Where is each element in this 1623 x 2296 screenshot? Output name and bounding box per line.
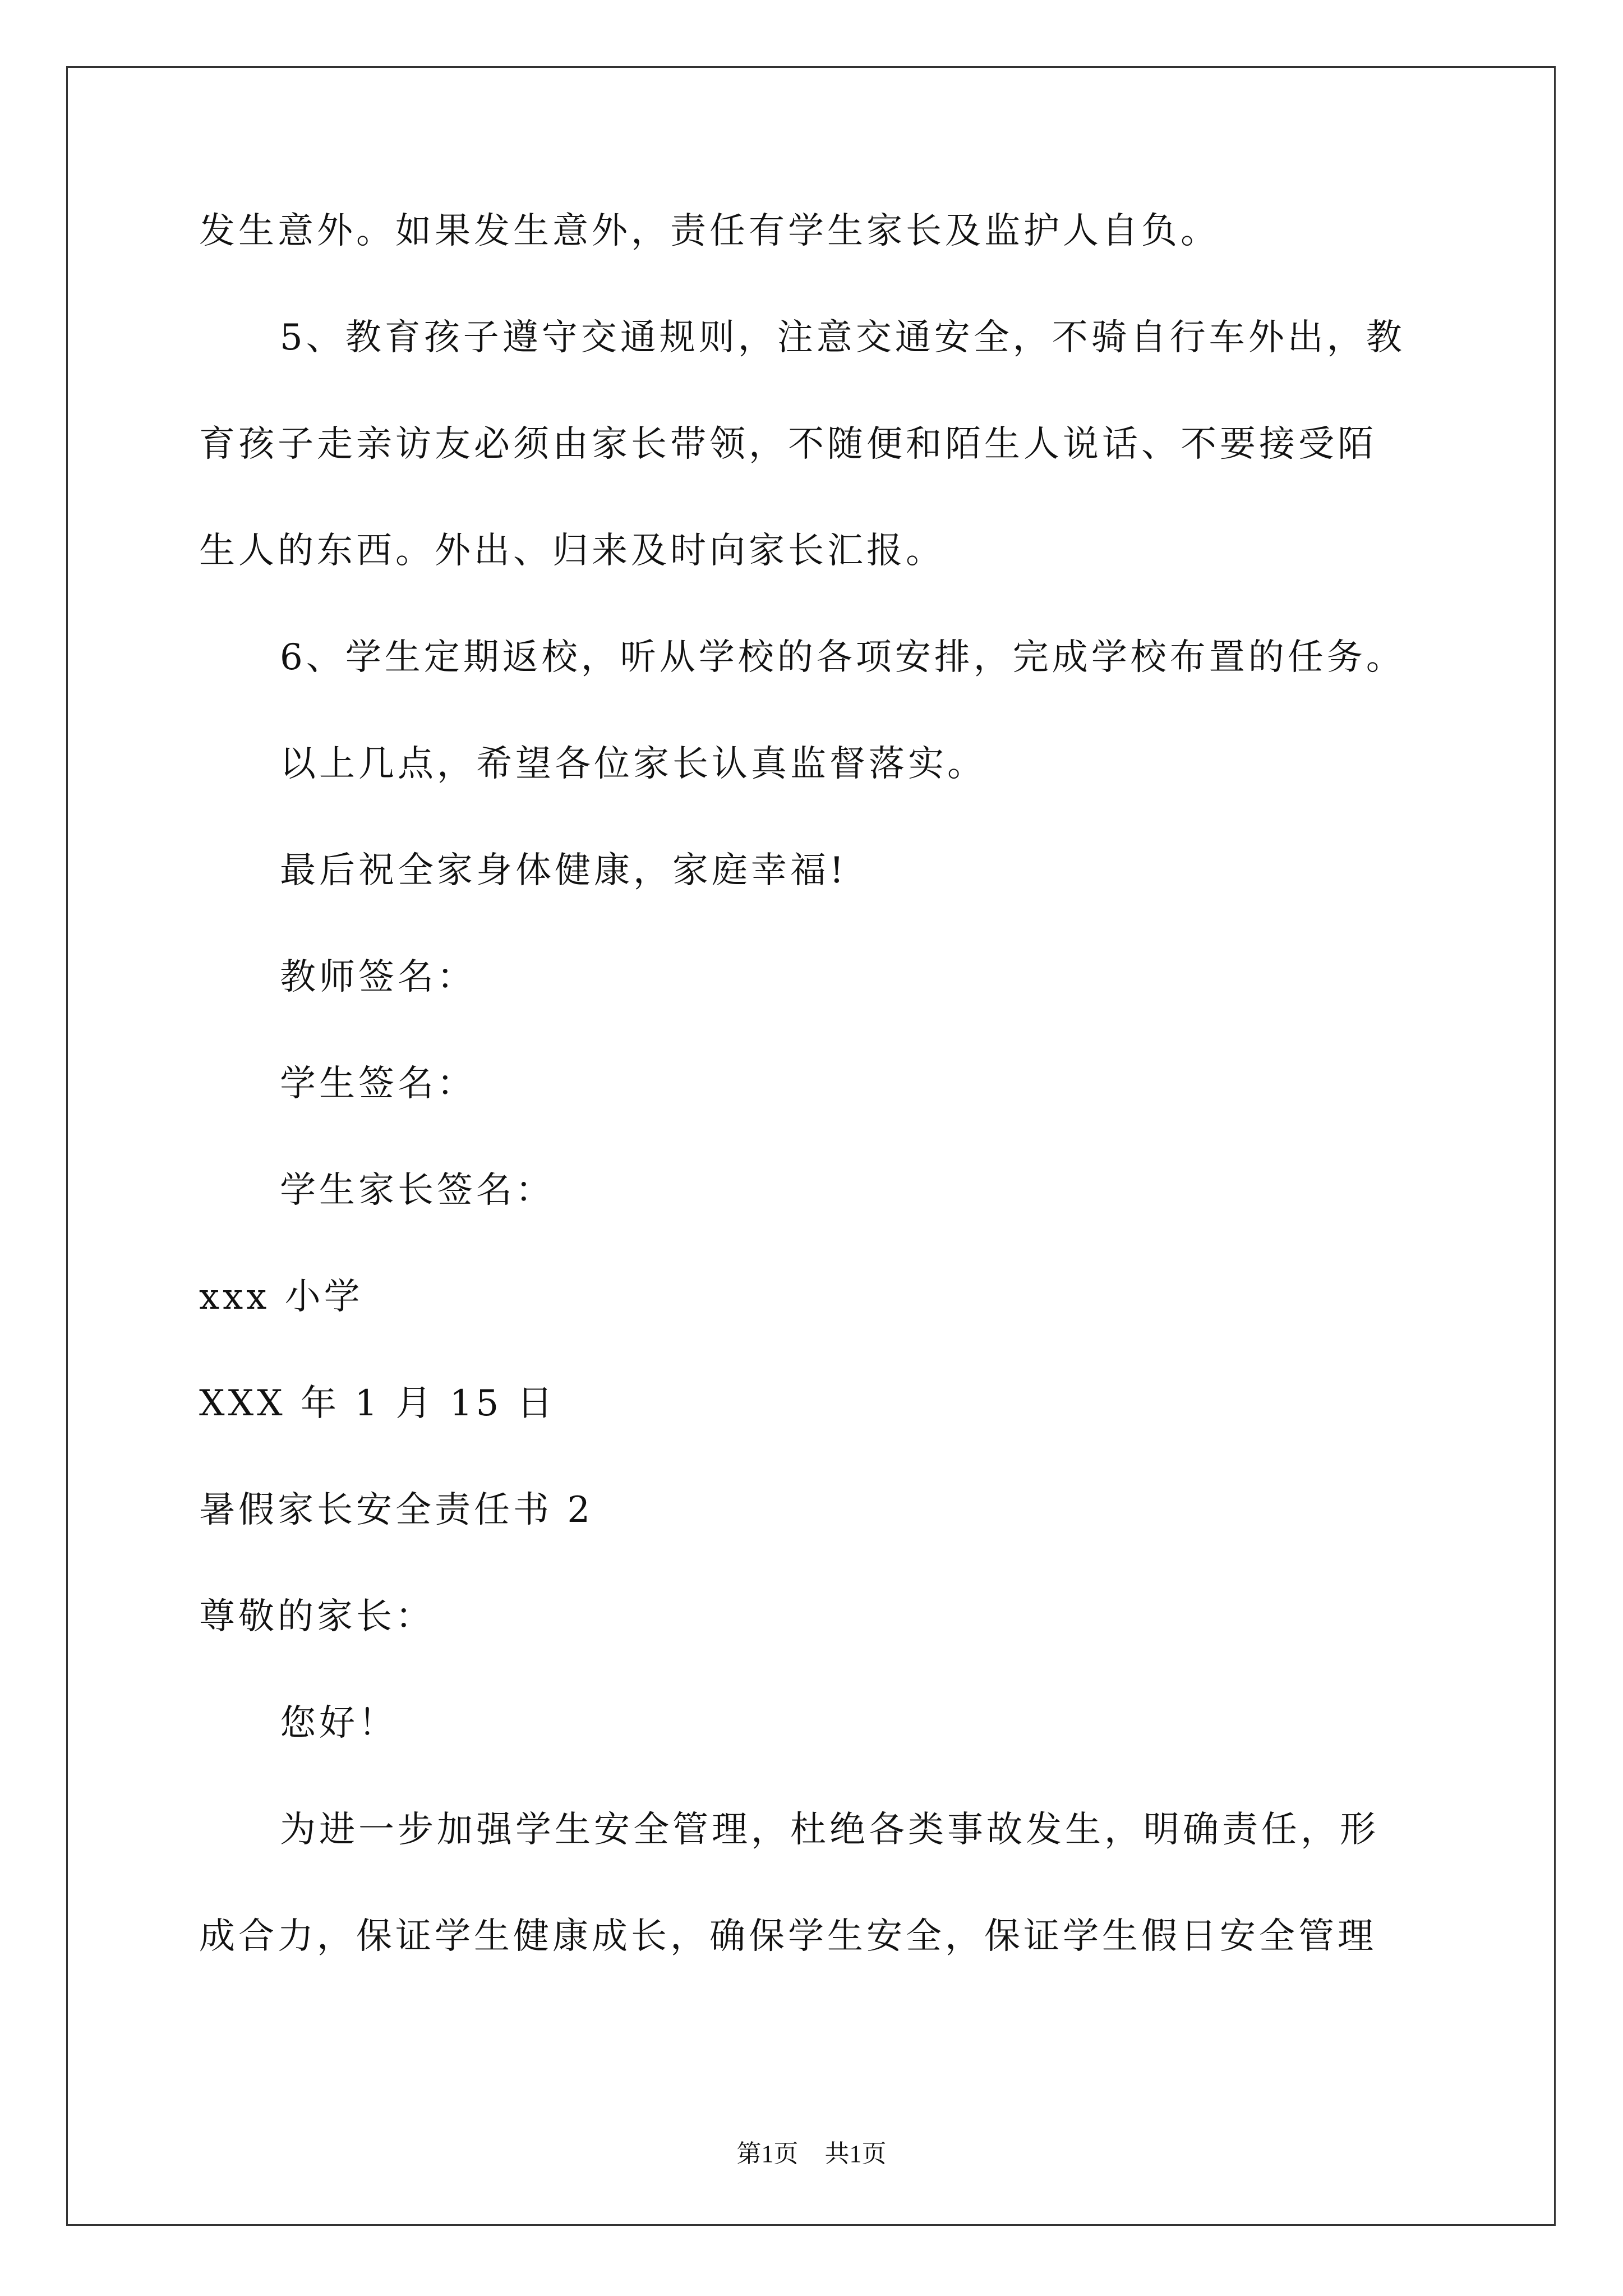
paragraph-line: 育孩子走亲访友必须由家长带领，不随便和陌生人说话、不要接受陌 <box>199 424 1377 465</box>
page-footer <box>0 2138 1623 2170</box>
signature-student-label: 学生签名： <box>280 1063 476 1105</box>
paragraph-line: 生人的东西。外出、归来及时向家长汇报。 <box>199 530 945 572</box>
signature-teacher-label: 教师签名： <box>280 956 476 998</box>
section-title: 暑假家长安全责任书 2 <box>199 1489 594 1531</box>
paragraph-line: 发生意外。如果发生意外，责任有学生家长及监护人自负。 <box>199 210 1220 252</box>
salutation: 尊敬的家长： <box>199 1596 435 1637</box>
page-number: 第1页 <box>736 2140 799 2168</box>
page-border <box>66 66 1556 2226</box>
paragraph-line: 成合力，保证学生健康成长，确保学生安全，保证学生假日安全管理 <box>199 1916 1377 1957</box>
paragraph-line: 最后祝全家身体健康，家庭幸福! <box>280 850 847 891</box>
document-date: XXX 年 1 月 15 日 <box>199 1383 556 1424</box>
school-name: xxx 小学 <box>199 1276 363 1318</box>
paragraph-line: 以上几点，希望各位家长认真监督落实。 <box>280 743 986 785</box>
paragraph-line: 为进一步加强学生安全管理，杜绝各类事故发生，明确责任，形 <box>280 1809 1379 1851</box>
paragraph-line: 6、学生定期返校，听从学校的各项安排，完成学校布置的任务。 <box>280 637 1405 678</box>
page-total: 共1页 <box>824 2140 887 2168</box>
paragraph-line: 5、教育孩子遵守交通规则，注意交通安全，不骑自行车外出，教 <box>280 317 1405 358</box>
greeting: 您好！ <box>280 1703 398 1744</box>
signature-parent-label: 学生家长签名： <box>280 1170 555 1211</box>
